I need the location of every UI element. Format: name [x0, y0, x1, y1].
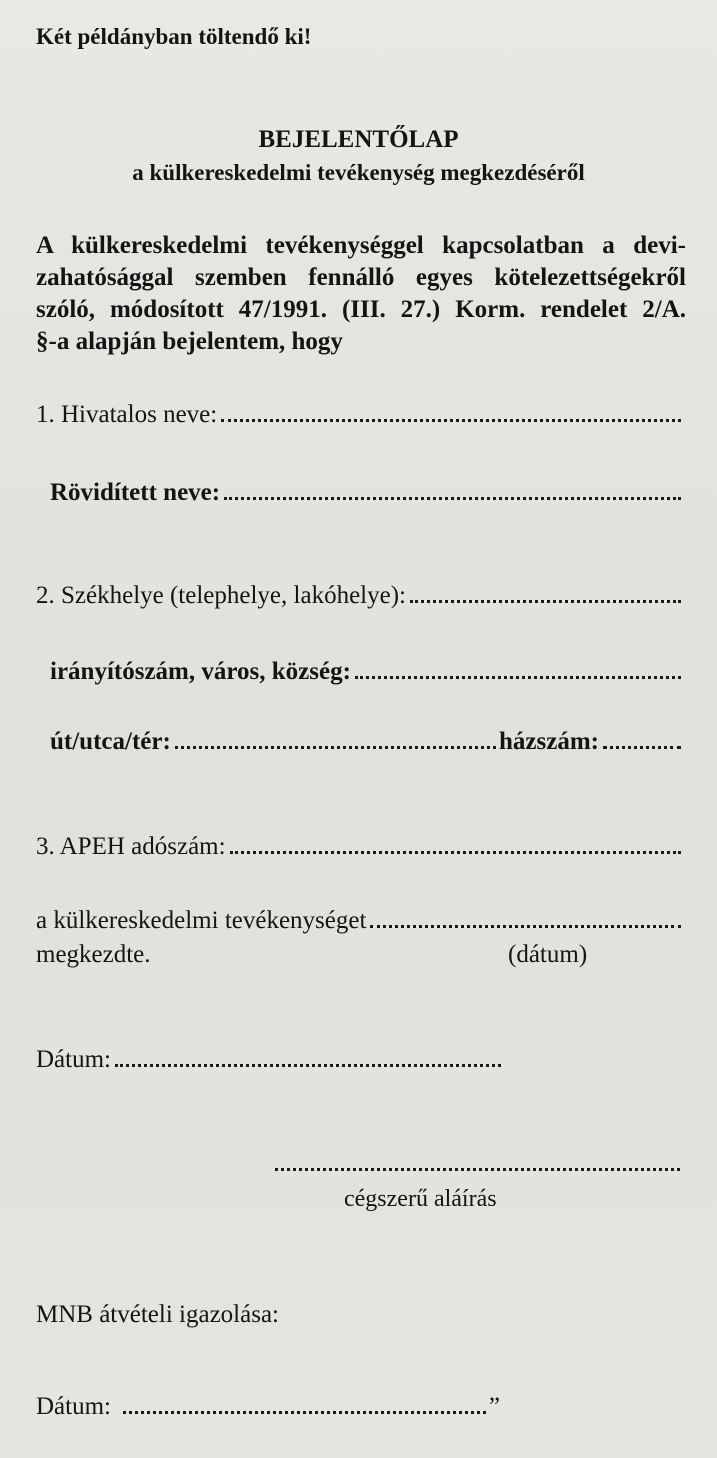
date-field[interactable] [115, 1064, 501, 1067]
street-field[interactable] [175, 746, 496, 749]
activity-start-label: a külkereskedelmi tevékenységet [36, 907, 367, 934]
short-name-field[interactable] [224, 497, 681, 500]
zip-city-label: irányítószám, város, község: [50, 658, 351, 685]
date-row [36, 1045, 504, 1075]
signature-field[interactable] [275, 1168, 680, 1171]
signature-label: cégszerű aláírás [344, 1186, 497, 1212]
tax-number-field[interactable] [230, 851, 681, 854]
activity-start-row [36, 906, 684, 936]
tax-number-label: 3. APEH adószám: [36, 833, 226, 860]
intro-paragraph [36, 230, 686, 358]
form-subtitle: a külkereskedelmi tevékenység megkezdéséről [132, 160, 585, 185]
form-title: BEJELENTŐLAP [258, 126, 459, 153]
seat-label: 2. Székhelye (telephelye, lakóhelye): [36, 582, 406, 609]
date2-label: Dátum: [36, 1393, 111, 1420]
seat-row [36, 581, 684, 611]
intro-line: A külkereskedelmi tevékenységgel kapcsolatban a devi- [36, 232, 686, 259]
street-row [50, 727, 684, 757]
date-hint: (dátum) [508, 941, 588, 968]
short-name-row [50, 478, 684, 508]
intro-line: zahatósággal szemben fennálló egyes kötelezettségekről [36, 264, 686, 291]
official-name-row [36, 400, 684, 430]
short-name-label: Rövidített neve: [50, 479, 221, 506]
house-number-field[interactable] [603, 746, 681, 749]
house-number-label: házszám: [499, 728, 599, 755]
date2-row [36, 1392, 500, 1422]
zip-city-field[interactable] [355, 676, 681, 679]
started-label: megkezdte. [36, 941, 151, 968]
mnb-receipt-label: MNB átvételi igazolása: [36, 1301, 279, 1328]
zip-city-row [50, 657, 684, 687]
intro-line: szóló, módosított 47/1991. (III. 27.) Korm. rendelet 2/A. [36, 296, 686, 323]
tax-number-row [36, 832, 684, 862]
seat-field[interactable] [410, 600, 681, 603]
date-label: Dátum: [36, 1046, 111, 1073]
intro-line: §-a alapján bejelentem, hogy [36, 328, 343, 355]
official-name-label: 1. Hivatalos neve: [36, 401, 218, 428]
street-label: út/utca/tér: [50, 728, 171, 755]
date2-field[interactable] [123, 1411, 486, 1414]
closing-quote: ” [488, 1393, 500, 1420]
official-name-field[interactable] [221, 419, 681, 422]
copies-note: Két példányban töltendő ki! [36, 24, 312, 49]
activity-start-date-field[interactable] [370, 925, 681, 928]
